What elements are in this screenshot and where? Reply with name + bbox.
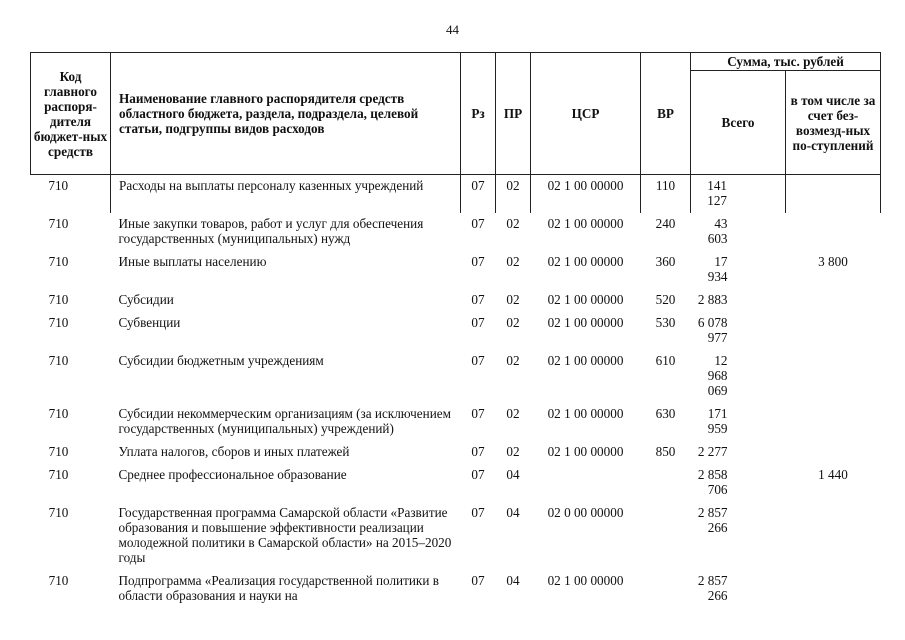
- table-row: [31, 464, 881, 502]
- rz-cell: 07: [471, 254, 485, 269]
- vr-cell: 520: [655, 292, 676, 307]
- vr-cell: 850: [655, 444, 676, 459]
- rz-cell: 07: [471, 315, 485, 330]
- code-cell: 710: [48, 315, 69, 330]
- table-row: [31, 403, 881, 441]
- code-cell: 710: [48, 254, 69, 269]
- header-vr: ВР: [641, 53, 691, 175]
- pr-cell: 02: [506, 315, 520, 330]
- total-cell: 6 078 977: [697, 315, 728, 345]
- rz-cell: 07: [471, 467, 485, 482]
- name-cell: Расходы на выплаты персоналу казенных учреждений: [111, 175, 461, 214]
- pr-cell: 02: [506, 406, 520, 421]
- rz-cell: 07: [471, 505, 485, 520]
- including-cell: 3 800: [818, 254, 848, 269]
- pr-cell: 02: [506, 292, 520, 307]
- header-total: Всего: [691, 71, 786, 175]
- name-cell: Субсидии бюджетным учреждениям: [118, 353, 324, 368]
- vr-cell: 610: [655, 353, 676, 368]
- including-cell: [786, 312, 881, 350]
- pr-cell: 04: [506, 467, 520, 482]
- vr-cell: [641, 502, 691, 570]
- total-cell: 2 858 706: [697, 467, 728, 497]
- csr-cell: [531, 464, 641, 502]
- including-cell: [786, 289, 881, 312]
- pr-cell: 02: [506, 254, 520, 269]
- vr-cell: [641, 570, 691, 608]
- name-cell: Уплата налогов, сборов и иных платежей: [118, 444, 350, 459]
- pr-cell: 04: [506, 505, 520, 520]
- csr-cell: 02 1 00 00000: [547, 353, 624, 368]
- code-cell: 710: [48, 467, 69, 482]
- name-cell: Субсидии: [118, 292, 174, 307]
- header-including: в том числе за счет без-возмезд-ных по-ступлений: [786, 71, 881, 175]
- code-cell: 710: [48, 353, 69, 368]
- pr-cell: 02: [506, 216, 520, 231]
- table-row: [31, 312, 881, 350]
- table-row: [31, 570, 881, 608]
- csr-cell: 02 1 00 00000: [547, 573, 624, 588]
- code-cell: 710: [48, 178, 69, 193]
- total-cell: 2 857 266: [697, 573, 728, 603]
- header-csr: ЦСР: [531, 53, 641, 175]
- rz-cell: 07: [471, 573, 485, 588]
- including-cell: [786, 441, 881, 464]
- header-sum: Сумма, тыс. рублей: [691, 53, 881, 71]
- name-cell: Иные выплаты населению: [118, 254, 267, 269]
- including-cell: [786, 175, 881, 214]
- name-cell: Субсидии некоммерческим организациям (за исключением государственных (муниципальных) учреждений): [118, 406, 451, 436]
- vr-cell: [641, 464, 691, 502]
- header-rz: Рз: [461, 53, 496, 175]
- table-row: [31, 175, 881, 214]
- rz-cell: 07: [471, 353, 485, 368]
- code-cell: 710: [48, 573, 69, 588]
- csr-cell: 02 1 00 00000: [547, 315, 624, 330]
- total-cell: 2 277: [697, 444, 728, 459]
- rz-cell: 07: [471, 216, 485, 231]
- total-cell: 2 883: [697, 292, 728, 307]
- name-cell: Подпрограмма «Реализация государственной политики в области образования и науки на: [118, 573, 439, 603]
- table-row: [31, 502, 881, 570]
- budget-table: [30, 52, 881, 608]
- rz-cell: 07: [471, 444, 485, 459]
- name-cell: Иные закупки товаров, работ и услуг для обеспечения государственных (муниципальных) нужд: [118, 216, 424, 246]
- name-cell: Государственная программа Самарской области «Развитие образования и повышение эффективности реализации молодежной политики в Самарской области» на 2015–2020 годы: [118, 505, 452, 565]
- code-cell: 710: [48, 406, 69, 421]
- header-name: Наименование главного распорядителя средств областного бюджета, раздела, подраздела, целевой статьи, подгруппы видов расходов: [111, 53, 461, 175]
- csr-cell: 02 1 00 00000: [547, 444, 624, 459]
- code-cell: 710: [48, 292, 69, 307]
- including-cell: [786, 502, 881, 570]
- csr-cell: 02 1 00 00000: [547, 254, 624, 269]
- code-cell: 710: [48, 444, 69, 459]
- csr-cell: 02 1 00 00000: [547, 292, 624, 307]
- csr-cell: 02 1 00 00000: [547, 216, 624, 231]
- total-cell: 141 127: [691, 175, 786, 214]
- total-cell: 17 934: [707, 254, 728, 284]
- page-number: 44: [446, 22, 459, 37]
- code-cell: 710: [48, 505, 69, 520]
- pr-cell: 04: [506, 573, 520, 588]
- table-row: [31, 289, 881, 312]
- name-cell: Субвенции: [118, 315, 181, 330]
- code-cell: 710: [48, 216, 69, 231]
- budget-table-container: [30, 52, 880, 608]
- total-cell: 12 968 069: [707, 353, 728, 398]
- vr-cell: 110: [641, 175, 691, 214]
- csr-cell: 02 1 00 00000: [547, 406, 624, 421]
- name-cell: Среднее профессиональное образование: [118, 467, 347, 482]
- rz-cell: 07: [471, 292, 485, 307]
- including-cell: [786, 403, 881, 441]
- table-row: [31, 441, 881, 464]
- total-cell: 43 603: [707, 216, 728, 246]
- total-cell: 2 857 266: [697, 505, 728, 535]
- including-cell: [786, 213, 881, 251]
- pr-cell: 02: [506, 444, 520, 459]
- vr-cell: 360: [655, 254, 676, 269]
- table-row: [31, 350, 881, 403]
- including-cell: 1 440: [818, 467, 848, 482]
- including-cell: [786, 350, 881, 403]
- vr-cell: 530: [655, 315, 676, 330]
- csr-cell: 02 1 00 00000: [531, 175, 641, 214]
- table-row: [31, 213, 881, 251]
- rz-cell: 07: [461, 175, 496, 214]
- vr-cell: 630: [655, 406, 676, 421]
- including-cell: [786, 570, 881, 608]
- header-pr: ПР: [496, 53, 531, 175]
- rz-cell: 07: [471, 406, 485, 421]
- table-body: [31, 175, 881, 609]
- table-row: [31, 251, 881, 289]
- table-header: [31, 53, 881, 175]
- csr-cell: 02 0 00 00000: [547, 505, 624, 520]
- vr-cell: 240: [655, 216, 676, 231]
- pr-cell: 02: [496, 175, 531, 214]
- total-cell: 171 959: [707, 406, 728, 436]
- header-code: Код главного распоря-дителя бюджет-ных средств: [31, 53, 111, 175]
- pr-cell: 02: [506, 353, 520, 368]
